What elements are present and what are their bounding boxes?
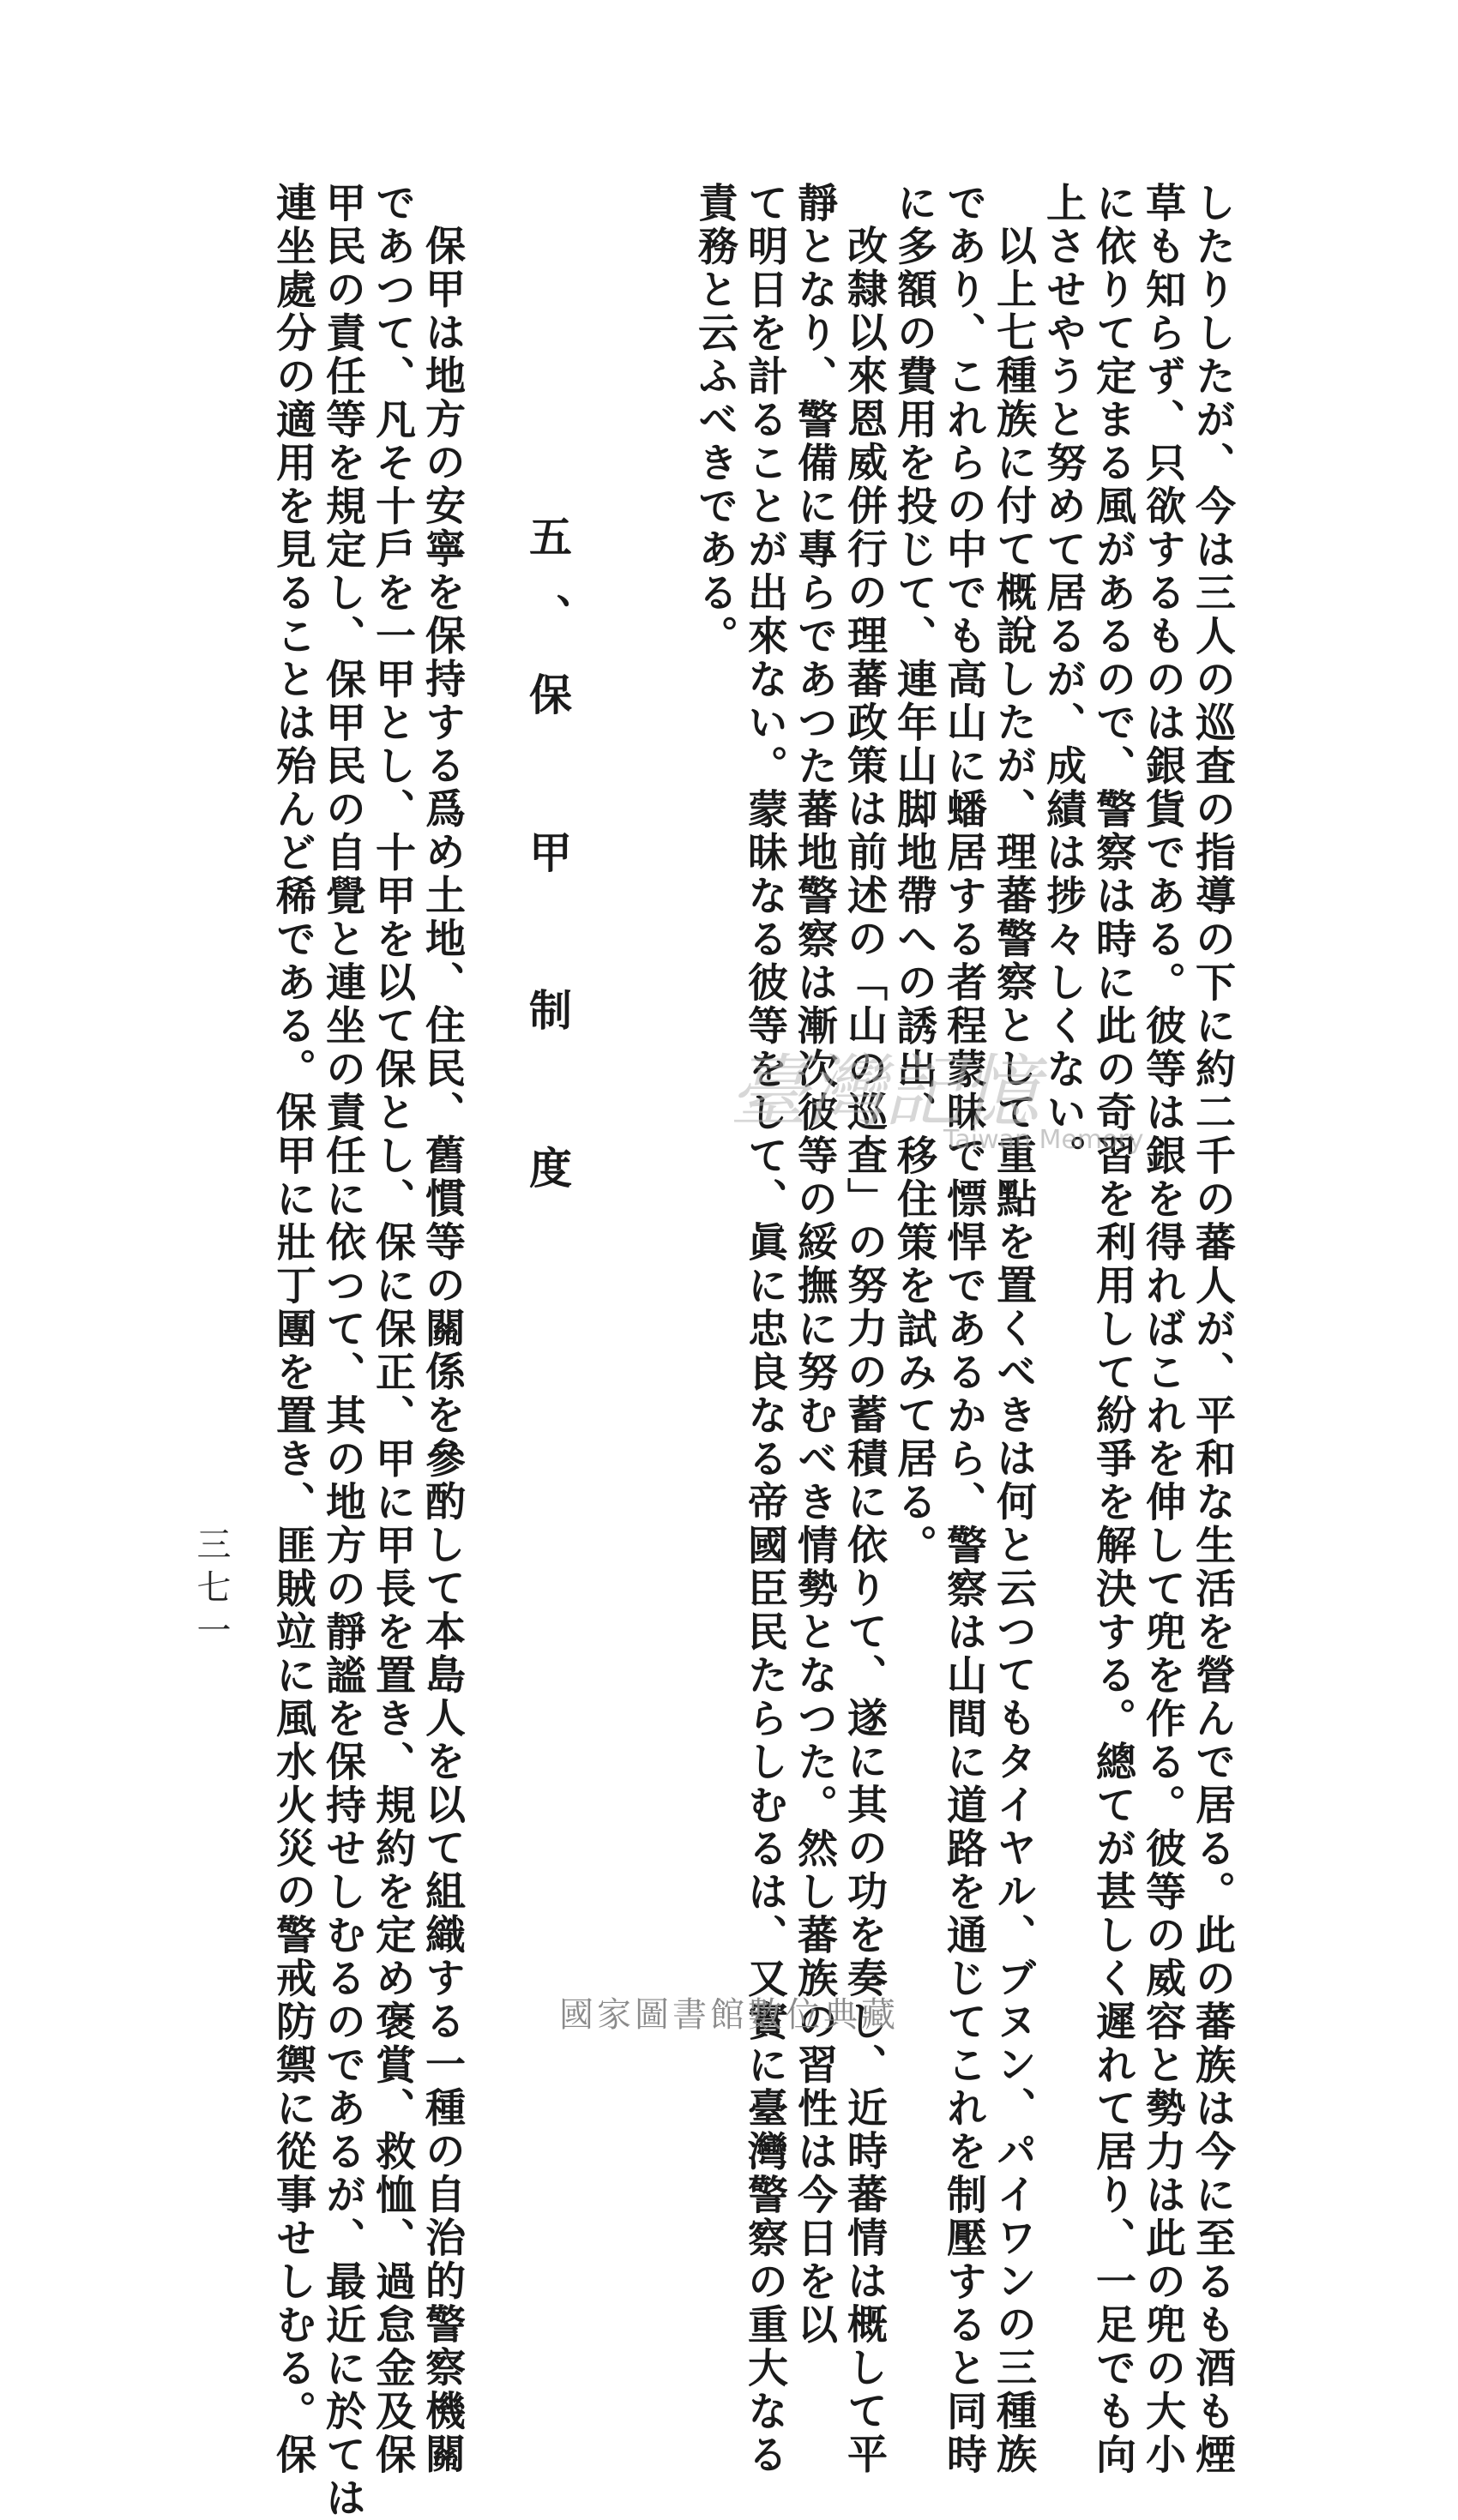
text-column-1: したりしたが、今は三人の巡査の指導の下に約二千の蕃人が、平和な生活を營んで居る。此の蕃族は今に至るも酒も煙 xyxy=(1189,182,1236,2477)
text-column-3: に依りて定まる風があるので、警察は時に此の奇習を利用して紛爭を解決する。總てが甚しく遲れて居り、一足でも向 xyxy=(1089,182,1136,2477)
text-column-2: 草も知らず、只欲するものは銀貨である。彼等は銀を得ればこれを伸して兜を作る。彼等の威容と勢力は此の兜の大小 xyxy=(1139,182,1186,2477)
text-column-15: 連坐處分の適用を見ることは殆んど稀である。保甲に壯丁團を置き、匪賊竝に風水火災の警戒防禦に從事せしむる。保 xyxy=(269,182,316,2477)
text-column-11: 責務と云ふべきである。 xyxy=(691,182,738,659)
text-column-14: 甲民の責任等を規定し、保甲民の自覺と連坐の責任に依つて、其の地方の靜謐を保持せしむるのであるが、最近に於ては xyxy=(319,182,366,2520)
text-column-7: に多額の費用を投じて、連年山脚地帶への誘出、移住策を試みて居る。 xyxy=(890,182,937,1567)
watermark-logo xyxy=(729,1029,1144,1158)
text-column-9: 靜となり、警備に專らであつた蕃地警察は漸次彼等の綏撫に努むべき情勢となつた。然し蕃族の習性は今日を以 xyxy=(791,182,838,2347)
text-column-6: であり、これらの中でも高山に蟠居する者程蒙昧で慓悍であるから、警察は山間に道路を通じてこれを制壓すると同時 xyxy=(940,182,987,2477)
text-column-4: 上させやうと努めて居るが、成績は捗々しくない。 xyxy=(1039,182,1087,1178)
watermark-sub-text: Taiwan Memory xyxy=(943,1125,1144,1155)
text-column-5: 以上七種族に付て概說したが、理蕃警察として重點を置くべきは何と云つてもタイヤル、ブヌン、パイワンの三種族 xyxy=(990,225,1037,2476)
footer-credit: 國家圖書館數位典藏 xyxy=(559,1995,899,2035)
text-column-12: 保甲は地方の安寧を保持する爲め土地、住民、舊慣等の關係を參酌して本島人を以て組織する一種の自治的警察機關 xyxy=(419,225,466,2476)
text-column-8: 改隸以來恩威併行の理蕃政策は前述の「山の巡査」の努力の蓄積に依りて、遂に其の功を奏し、近時蕃情は概して平 xyxy=(840,225,888,2476)
section-heading: 五、保 甲 制 度 xyxy=(522,514,573,1224)
text-column-13: であつて、凡そ十戶を一甲とし、十甲を以て保とし、保に保正、甲に甲長を置き、規約を定め褒賞、救恤、過怠金及保 xyxy=(369,182,416,2477)
text-column-10: て明日を計ることが出來ない。蒙昧なる彼等をして、眞に忠良なる帝國臣民たらしむるは、又實に臺灣警察の重大なる xyxy=(741,182,788,2477)
page-number: 三七一 xyxy=(191,1526,231,1655)
watermark-main-text: 臺灣記憶 xyxy=(729,1046,1039,1138)
